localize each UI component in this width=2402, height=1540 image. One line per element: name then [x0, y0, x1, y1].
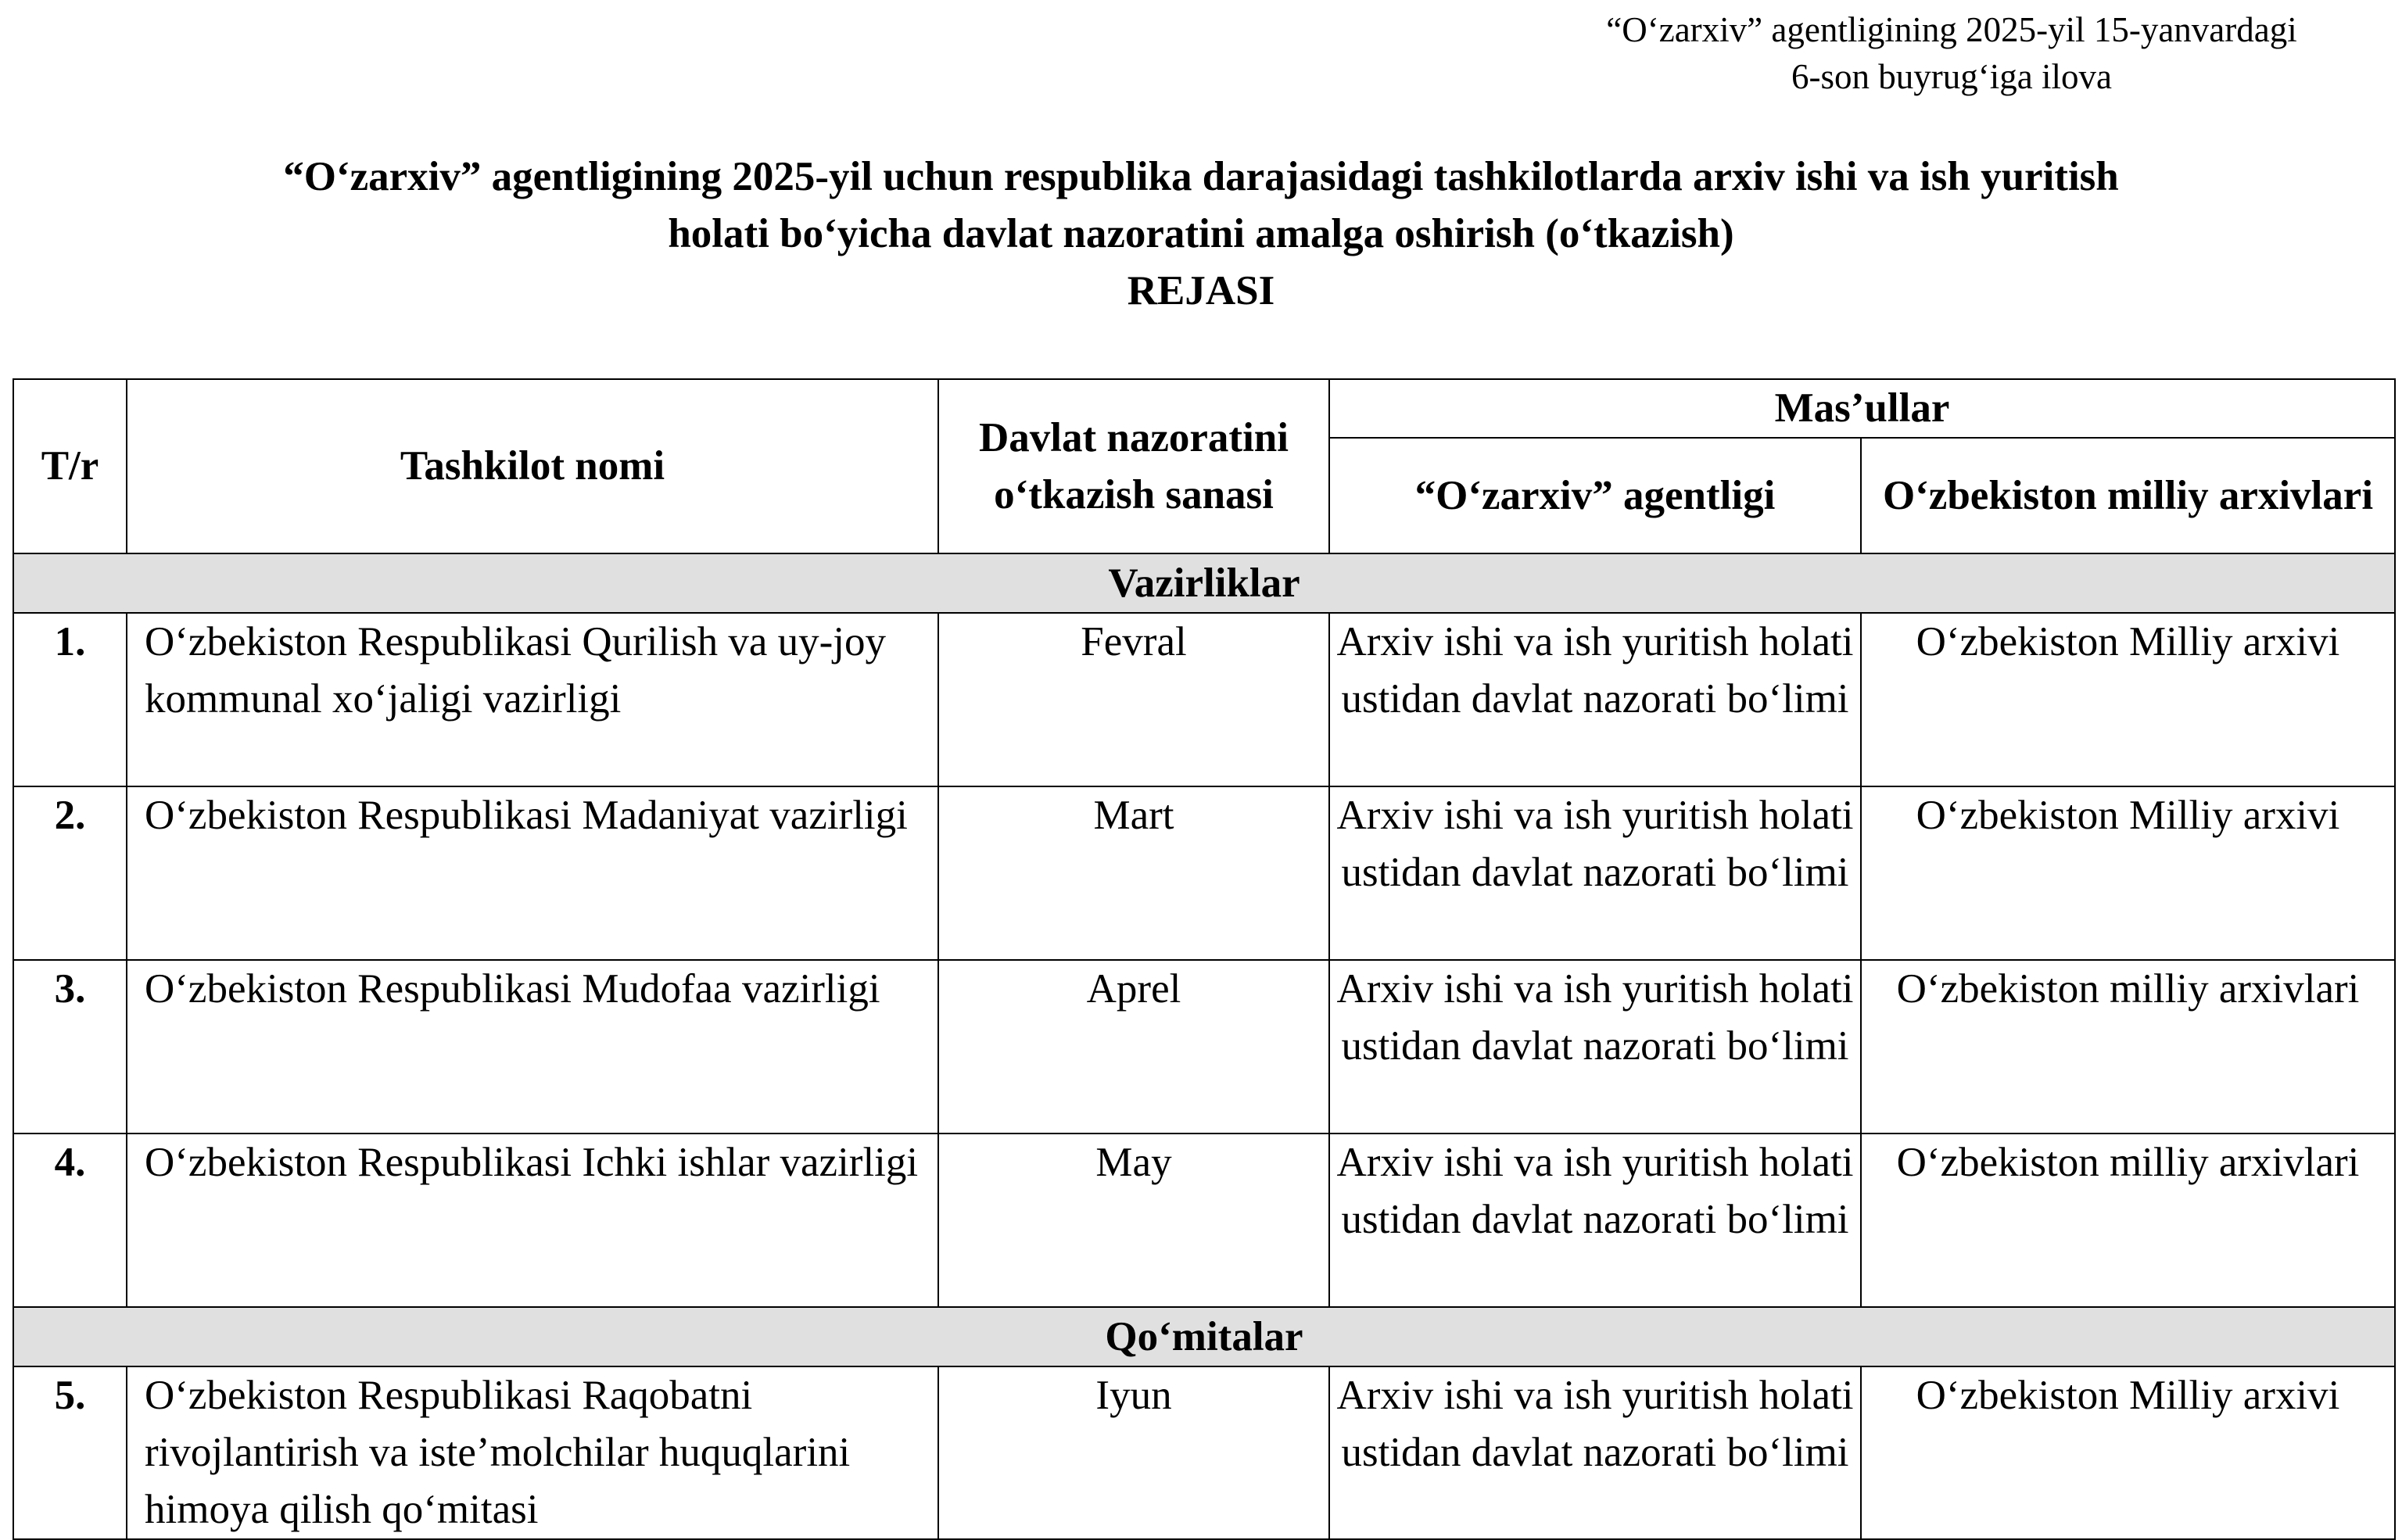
approval-note-line-2: 6-son buyrug‘iga ilova — [1791, 57, 2112, 96]
header-date: Davlat nazoratini o‘tkazish sanasi — [938, 379, 1329, 553]
header-archives: O‘zbekiston milliy arxivlari — [1861, 438, 2395, 553]
header-responsible: Mas’ullar — [1329, 379, 2395, 438]
header-agency: “O‘zarxiv” agentligi — [1329, 438, 1861, 553]
table-row — [13, 613, 2395, 786]
row-agency: Arxiv ishi va ish yuritish holati ustidan davlat nazorati bo‘limi — [1329, 960, 1861, 1134]
approval-note — [1537, 6, 2366, 100]
plan-table — [13, 378, 2396, 1540]
section-row — [13, 553, 2395, 613]
row-organization: O‘zbekiston Respublikasi Raqobatni rivojlantirish va iste’molchilar huquqlarini himoya qilish qo‘mitasi — [127, 1366, 938, 1539]
section-row — [13, 1307, 2395, 1366]
row-number: 1. — [13, 613, 127, 786]
header-row-top — [13, 379, 2395, 438]
table-row — [13, 786, 2395, 960]
table-row — [13, 960, 2395, 1134]
row-number: 3. — [13, 960, 127, 1134]
row-agency: Arxiv ishi va ish yuritish holati ustidan davlat nazorati bo‘limi — [1329, 613, 1861, 786]
title-line-3: REJASI — [1127, 268, 1275, 313]
row-archives: O‘zbekiston milliy arxivlari — [1861, 960, 2395, 1134]
approval-note-line-1: “O‘zarxiv” agentligining 2025-yil 15-yanvardagi — [1606, 10, 2297, 49]
row-date: Mart — [938, 786, 1329, 960]
section-title: Qo‘mitalar — [13, 1307, 2395, 1366]
document-title — [0, 149, 2402, 320]
row-number: 4. — [13, 1134, 127, 1307]
title-line-1: “O‘zarxiv” agentligining 2025-yil uchun respublika darajasidagi tashkilotlarda arxiv ishi va ish yuritish — [283, 154, 2119, 199]
table-row — [13, 1134, 2395, 1307]
row-organization: O‘zbekiston Respublikasi Qurilish va uy-joy kommunal xo‘jaligi vazirligi — [127, 613, 938, 786]
row-archives: O‘zbekiston Milliy arxivi — [1861, 1366, 2395, 1539]
row-agency: Arxiv ishi va ish yuritish holati ustidan davlat nazorati bo‘limi — [1329, 1134, 1861, 1307]
table-header — [13, 379, 2395, 553]
row-number: 2. — [13, 786, 127, 960]
row-organization: O‘zbekiston Respublikasi Ichki ishlar vazirligi — [127, 1134, 938, 1307]
row-date: Aprel — [938, 960, 1329, 1134]
row-archives: O‘zbekiston milliy arxivlari — [1861, 1134, 2395, 1307]
row-date: Iyun — [938, 1366, 1329, 1539]
header-number: T/r — [13, 379, 127, 553]
row-agency: Arxiv ishi va ish yuritish holati ustidan davlat nazorati bo‘limi — [1329, 786, 1861, 960]
table-body — [13, 553, 2395, 1539]
header-organization: Tashkilot nomi — [127, 379, 938, 553]
row-organization: O‘zbekiston Respublikasi Mudofaa vazirligi — [127, 960, 938, 1134]
row-archives: O‘zbekiston Milliy arxivi — [1861, 786, 2395, 960]
title-line-2: holati bo‘yicha davlat nazoratini amalga oshirish (o‘tkazish) — [668, 211, 1734, 256]
row-organization: O‘zbekiston Respublikasi Madaniyat vazirligi — [127, 786, 938, 960]
row-archives: O‘zbekiston Milliy arxivi — [1861, 613, 2395, 786]
section-title: Vazirliklar — [13, 553, 2395, 613]
row-number: 5. — [13, 1366, 127, 1539]
row-date: May — [938, 1134, 1329, 1307]
table-row — [13, 1366, 2395, 1539]
row-agency: Arxiv ishi va ish yuritish holati ustidan davlat nazorati bo‘limi — [1329, 1366, 1861, 1539]
row-date: Fevral — [938, 613, 1329, 786]
